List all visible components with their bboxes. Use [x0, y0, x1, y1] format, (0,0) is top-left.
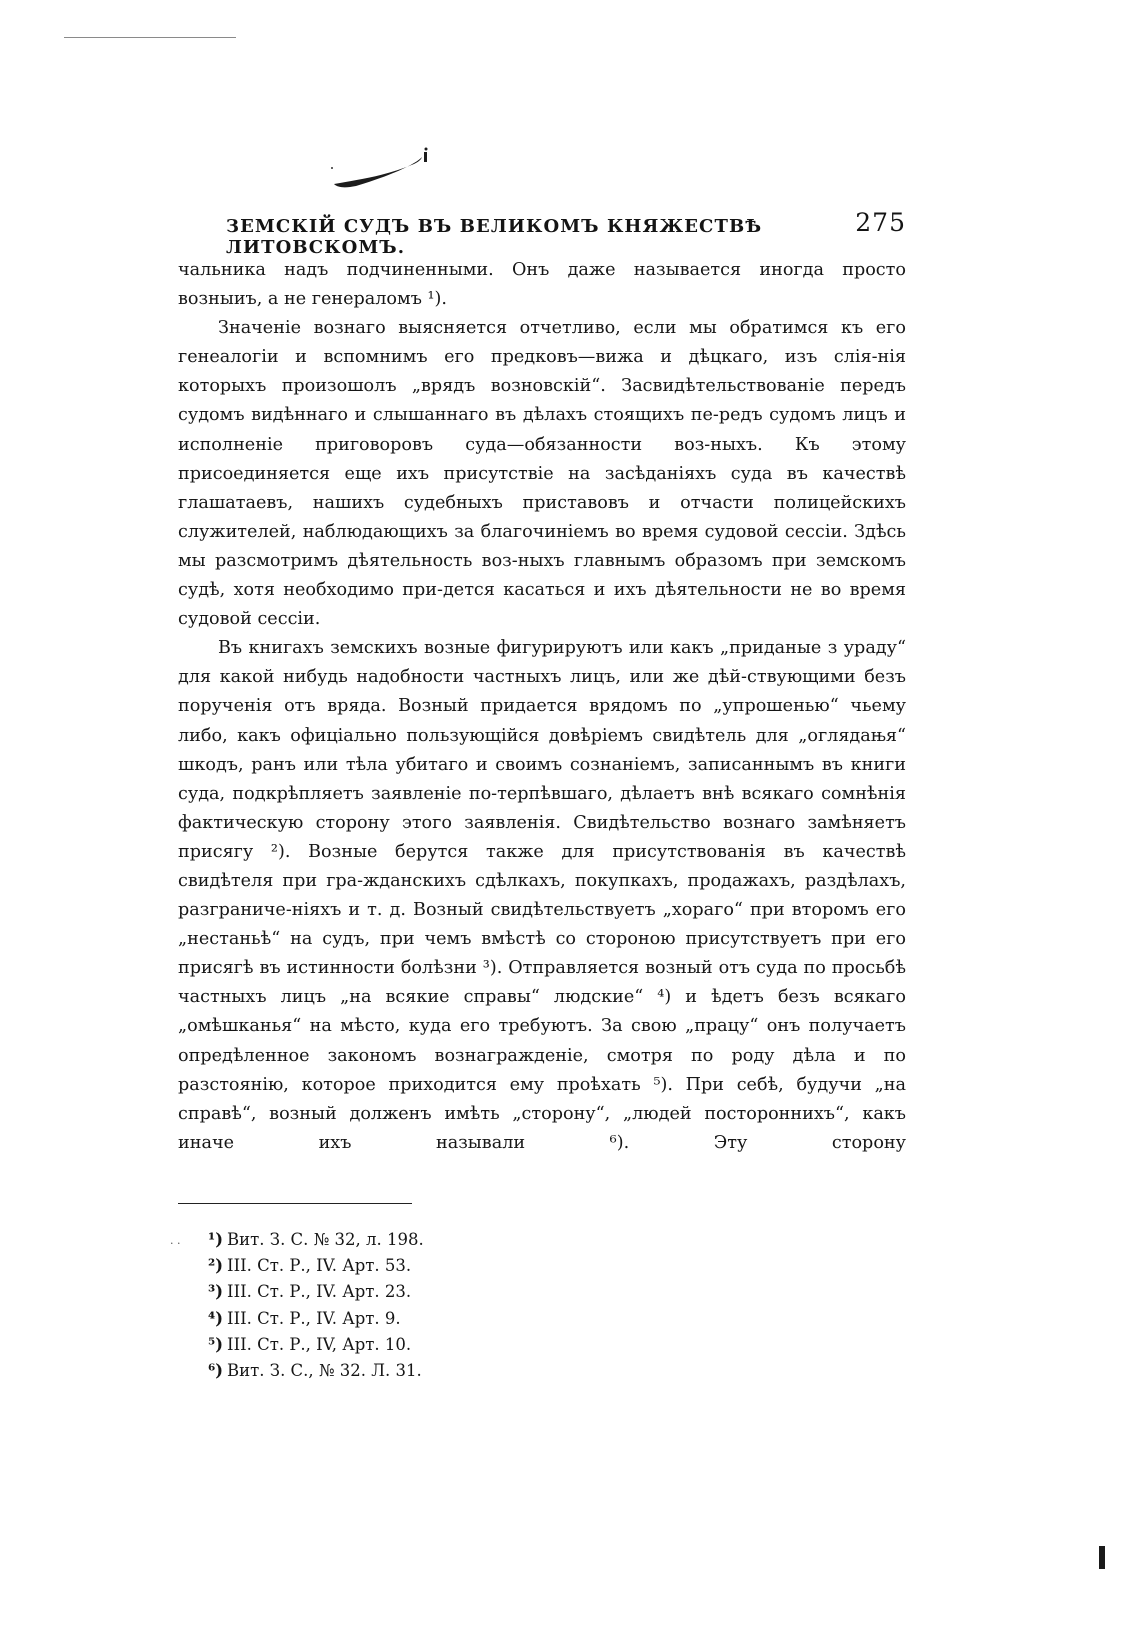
footnotes [208, 1227, 424, 1384]
footnote-mark: ³) [208, 1282, 224, 1302]
paragraph: Въ книгахъ земскихъ возные фигурируютъ или какъ „приданые з ураду“ для какой нибудь надобности частныхъ лицъ, или же дѣй-ствующими безъ порученія отъ вряда. Возный придается врядомъ по „упрошенью“ чьему либо, какъ офиціально пользующійся довѣріемъ свидѣтель для „оглядањя“ шкодъ, ранъ или тѣла убитаго и своимъ сознаніемъ, записаннымъ въ книги суда, подкрѣпляетъ заявленіе по-терпѣвшаго, дѣлаетъ внѣ всякаго сомнѣнія фактическую сторону этого заявленія. Свидѣтельство вознаго замѣняетъ присягу ²). Возные берутся также для присутствованія въ качествѣ свидѣтеля при гра-жданскихъ сдѣлкахъ, покупкахъ, продажахъ, раздѣлахъ, разграниче-ніяхъ и т. д. Возный свидѣтельствуетъ „хораго“ при второмъ его „нестаньѣ“ на судъ, при чемъ вмѣстѣ со стороною присутствуетъ при его присягѣ въ истинности болѣзни ³). Отправляется возный отъ суда по просьбѣ частныхъ лицъ „на всякие справы“ людские“ ⁴) и ѣдетъ безъ всякаго „омѣшканья“ на мѣсто, куда его требуютъ. За свою „працу“ онъ получаетъ опредѣленное закономъ вознагражденіе, смотря по роду дѣла и по разстоянію, которое приходится ему проѣхать ⁵). При себѣ, будучи „на справѣ“, возный долженъ имѣть „сторону“, „людей постороннихъ“, какъ иначе ихъ называли ⁶). Эту сторону [178, 638, 906, 1153]
paragraph: Значеніе вознаго выясняется отчетливо, если мы обратимся къ его генеалогіи и вспомнимъ его предковъ—вижа и дѣцкаго, изъ слія-нія которыхъ произошолъ „врядъ возновскій“. Засвидѣтельствованіе передъ судомъ видѣннаго и слышаннаго въ дѣлахъ стоящихъ пе-редъ судомъ лицъ и исполненіе приговоровъ суда—обязанности воз-ныхъ. Къ этому присоединяется еще ихъ присутствіе на засѣданіяхъ суда въ качествѣ глашатаевъ, нашихъ судебныхъ приставовъ и отчасти полицейскихъ служителей, наблюдающихъ за благочиніемъ во время судовой сессіи. Здѣсь мы разсмотримъ дѣятельность воз-ныхъ главнымъ образомъ при земскомъ судѣ, хотя необходимо при-дется касаться и ихъ дѣятельности не во время судовой сессіи. [178, 318, 906, 630]
footnote-mark: ⁶) [208, 1361, 224, 1381]
footnote-mark: ⁵) [208, 1334, 224, 1354]
footnote-mark: ¹) [208, 1230, 224, 1249]
top-edge-rule [64, 37, 236, 38]
main-text [178, 256, 906, 1158]
scan-edge-mark [1099, 1546, 1105, 1569]
footnote-separator [178, 1203, 412, 1204]
footnote [208, 1253, 424, 1279]
footnote [208, 1279, 424, 1305]
footnote-text: III. Ст. Р., IV. Арт. 23. [227, 1282, 412, 1302]
footnote [208, 1358, 424, 1384]
page-number: 275 [855, 208, 906, 237]
footnote-mark: ²) [208, 1256, 224, 1276]
footnote [208, 1227, 424, 1253]
footnote-text: III. Ст. Р., IV, Арт. 10. [227, 1334, 412, 1354]
footnote [208, 1332, 424, 1358]
ink-smudge-icon [326, 146, 436, 196]
footnote [208, 1306, 424, 1332]
footnote-text: Вит. З. С., № 32. Л. 31. [227, 1361, 422, 1381]
footnote-text: III. Ст. Р., IV. Арт. 53. [227, 1256, 412, 1276]
paragraph: чальника надъ подчиненными. Онъ даже называется иногда просто возныиъ, а не генераломъ ¹). [178, 260, 906, 310]
footnote-text: III. Ст. Р., IV. Арт. 9. [227, 1308, 401, 1328]
running-head [226, 208, 906, 258]
running-title: ЗЕМСКІЙ СУДЪ ВЪ ВЕЛИКОМЪ КНЯЖЕСТВѢ ЛИТОВСКОМЪ. [226, 216, 763, 258]
footnote-mark: ⁴) [208, 1308, 224, 1328]
footnote-text: Вит. З. С. № 32, л. 198. [227, 1230, 424, 1249]
scan-speck: . . [170, 1234, 181, 1247]
